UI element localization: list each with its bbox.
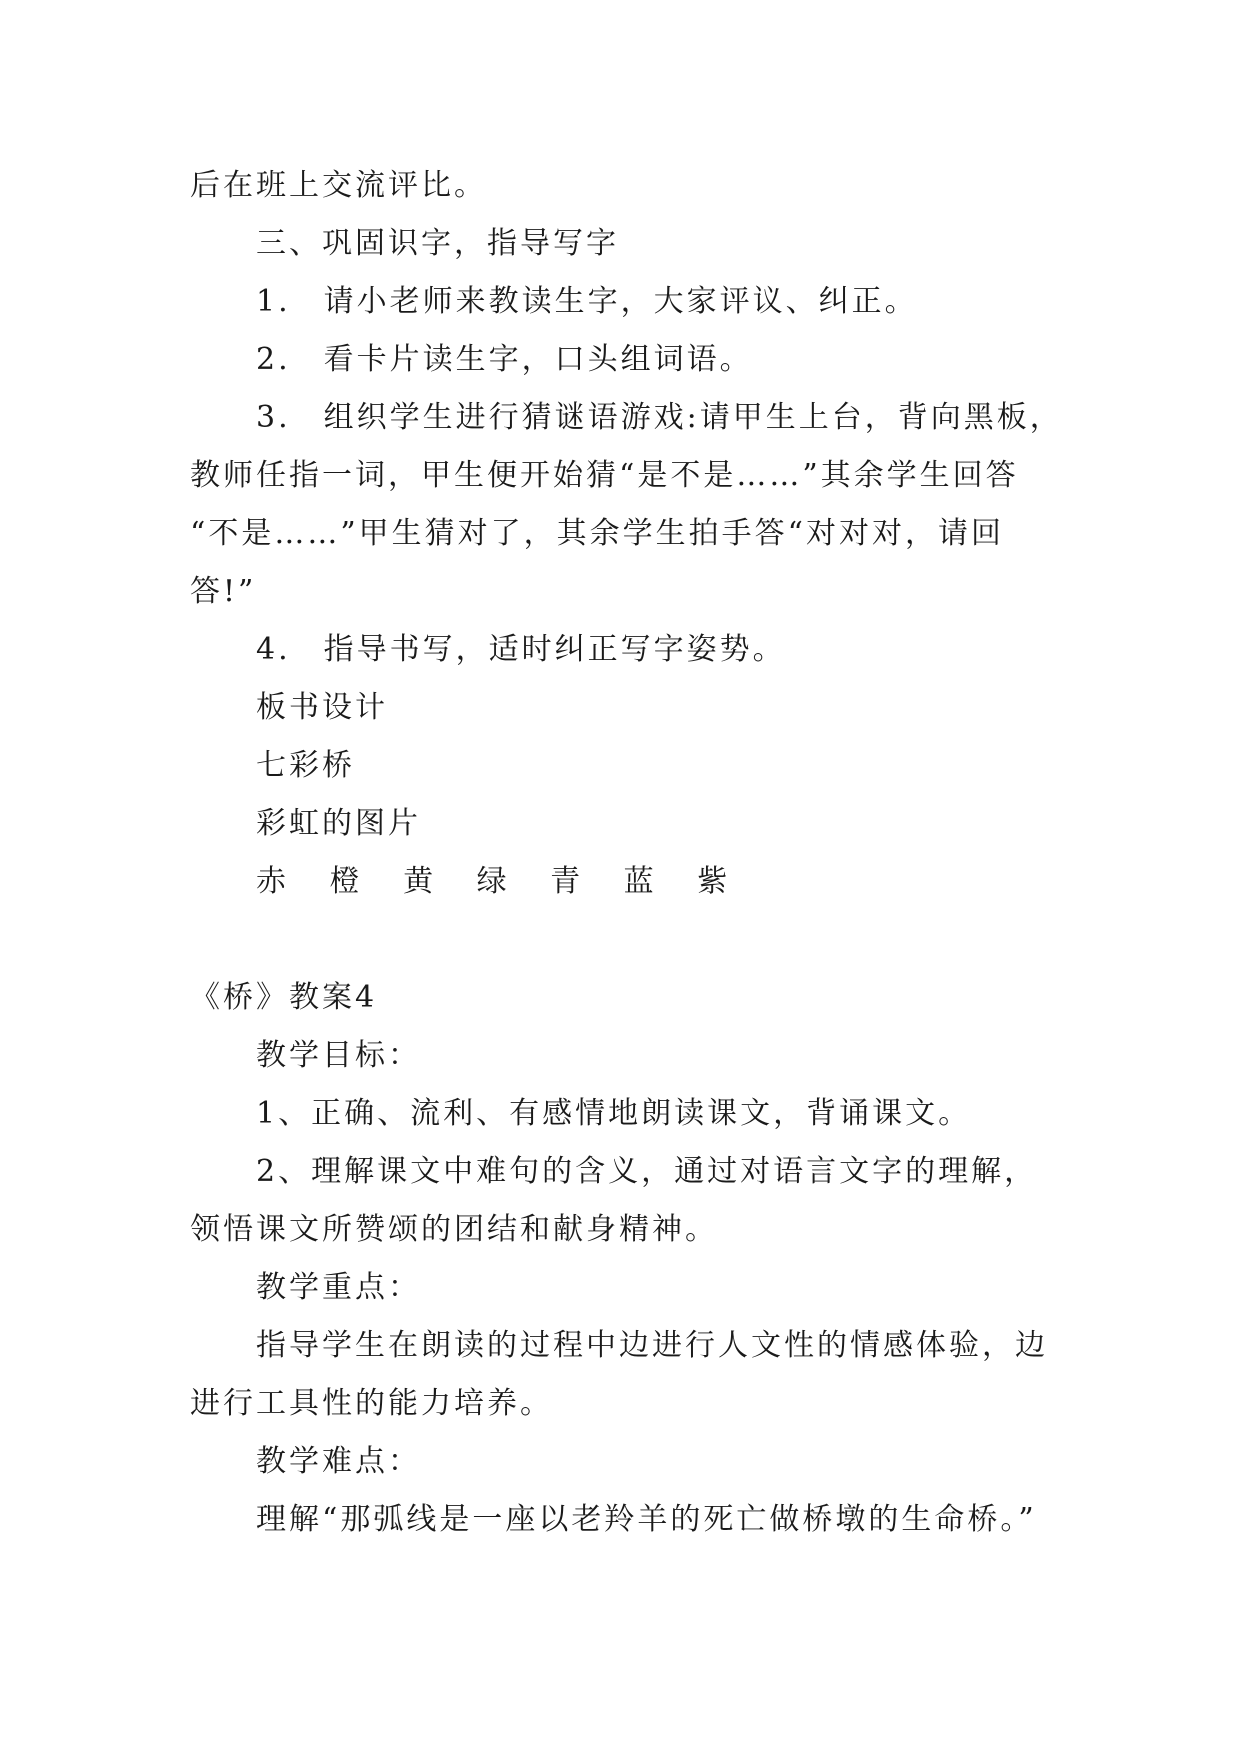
paragraph-line: 后在班上交流评比。: [190, 168, 487, 203]
list-item: 1、正确、流利、有感情地朗读课文，背诵课文。: [256, 1096, 972, 1131]
section-heading: 板书设计: [256, 690, 388, 725]
lesson-plan-title: 《桥》教案4: [190, 980, 378, 1015]
board-line: 彩虹的图片: [256, 806, 421, 841]
paragraph-line: 领悟课文所赞颂的团结和献身精神。: [190, 1212, 718, 1247]
list-item: 2、理解课文中难句的含义，通过对语言文字的理解，: [256, 1154, 1038, 1189]
list-item: 2. 看卡片读生字，口头组词语。: [256, 342, 753, 377]
paragraph-line: 理解“那弧线是一座以老羚羊的死亡做桥墩的生命桥。”: [256, 1502, 1037, 1537]
list-item: 1. 请小老师来教读生字，大家评议、纠正。: [256, 284, 918, 319]
paragraph-line: 指导学生在朗读的过程中边进行人文性的情感体验，边: [256, 1328, 1048, 1363]
list-item: 4. 指导书写，适时纠正写字姿势。: [256, 632, 786, 667]
section-heading: 教学目标：: [256, 1038, 421, 1073]
board-colors: 赤 橙 黄 绿 青 蓝 紫: [256, 864, 745, 899]
section-heading: 三、巩固识字，指导写字: [256, 226, 619, 261]
paragraph-line: 答!”: [190, 574, 257, 609]
section-heading: 教学重点：: [256, 1270, 421, 1305]
paragraph-line: 教师任指一词，甲生便开始猜“是不是……”其余学生回答: [190, 458, 1019, 493]
paragraph-line: 进行工具性的能力培养。: [190, 1386, 553, 1421]
list-item: 3. 组织学生进行猜谜语游戏:请甲生上台，背向黑板，: [256, 400, 1063, 435]
board-title: 七彩桥: [256, 748, 355, 783]
paragraph-line: “不是……”甲生猜对了，其余学生拍手答“对对对，请回: [190, 516, 1005, 551]
section-heading: 教学难点：: [256, 1444, 421, 1479]
